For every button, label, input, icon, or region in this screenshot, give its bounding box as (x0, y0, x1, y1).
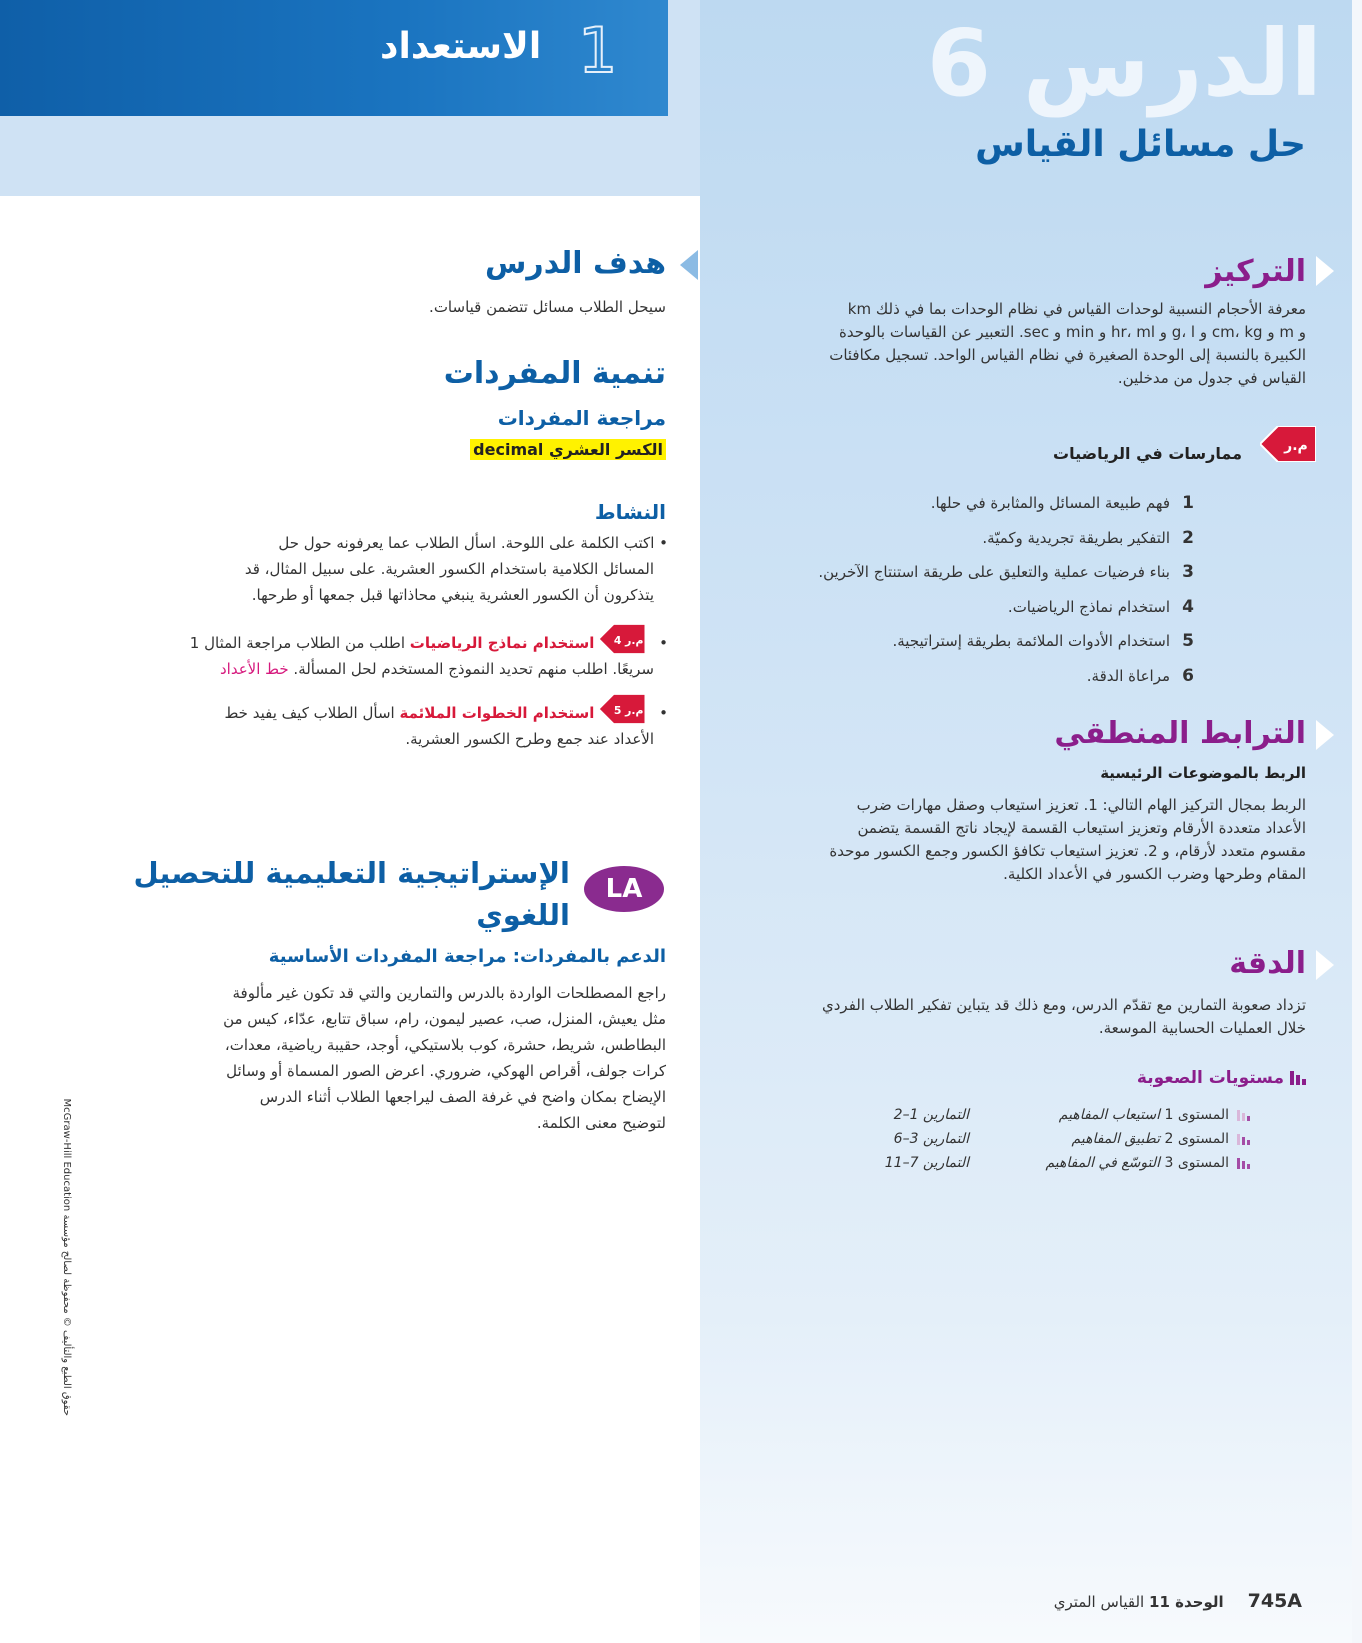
coherence-arrow-icon (1316, 720, 1334, 750)
level-bars-icon (1237, 1110, 1250, 1121)
objective-heading: هدف الدرس (485, 246, 666, 281)
language-text: راجع المصطلحات الواردة بالدرس والتمارين والتي قد تكون غير مألوفة مثل يعيش، المنزل، صب، عصير ليمون، رام، سباق تتابع، عدّاء، كيس من البطاطس، شريط، حشرة، كوب بلاستيكي، أوجد، حقيبة رياضية، معدات، كرات جولف، أقراص الهوكي، ضروري. اعرض الصور المسماة أو وسائل الإيضاح بمكان واضح في غرفة الصف ليراجعها الطلاب أثناء الدرس لتوضيح معنى الكلمة. (223, 984, 666, 1132)
lesson-subtitle: حل مسائل القياس (975, 124, 1306, 165)
practices-list (714, 486, 1194, 693)
vocab-subheading: مراجعة المفردات (497, 406, 666, 430)
number-line-link[interactable]: خط الأعداد (219, 660, 289, 678)
svg-text:م.ر 5: م.ر 5 (613, 704, 644, 717)
rigor-heading: الدقة (1229, 946, 1306, 981)
difficulty-level-row: المستوى 3 التوسّع في المفاهيم التمارين 7–11 (830, 1152, 1250, 1174)
practices-heading: ممارسات في الرياضيات (1052, 444, 1242, 463)
activity-heading: النشاط (594, 500, 666, 524)
section-label: الاستعداد (380, 26, 542, 67)
copyright-credit: حقوق الطبع والتأليف © محفوظة لصالح مؤسسة McGraw-Hill Education (61, 1098, 72, 1416)
svg-text:م.ر 4: م.ر 4 (613, 634, 644, 647)
difficulty-level-row: المستوى 2 تطبيق المفاهيم التمارين 3–6 (830, 1128, 1250, 1150)
coherence-subheading: الربط بالموضوعات الرئيسية (1100, 764, 1306, 782)
lesson-title: الدرس 6 (926, 10, 1322, 117)
rigor-text: تزداد صعوبة التمارين مع تقدّم الدرس، ومع ذلك قد يتباين تفكير الطلاب الفردي خلال العمليات الحسابية الموسعة. (822, 996, 1306, 1037)
section-banner (0, 0, 668, 116)
page-edge (1352, 0, 1362, 1643)
language-heading: الإستراتيجية التعليمية للتحصيل اللغوي (133, 856, 570, 932)
activity-bullet: • اكتب الكلمة على اللوحة. اسأل الطلاب عما يعرفونه حول حل المسائل الكلامية باستخدام الكسور العشرية. على سبيل المثال، قد يتذكرون أن الكسور العشرية ينبغي محاذاتها قبل جمعها أو طرحها. (244, 534, 668, 604)
unit-label: الوحدة 11 (1149, 1593, 1224, 1611)
list-item: 2 التفكير بطريقة تجريدية وكميّة. (982, 527, 1194, 548)
focus-text: معرفة الأحجام النسبية لوحدات القياس في نظام الوحدات بما في ذلك km و m و cm، kg و g، l و hr، ml و min و sec. التعبير عن القياسات بالوحدة الكبيرة بالنسبة إلى الوحدة الصغيرة في نظام القياس الواحد. تسجيل مكافئات القياس في جدول من مدخلين. (829, 300, 1306, 387)
focus-arrow-icon (1316, 256, 1334, 286)
activity-bullet: • استخدام نماذج الرياضيات اطلب من الطلاب مراجعة المثال 1 سريعًا. اطلب منهم تحديد النموذج المستخدم لحل المسألة. خط الأعداد (189, 634, 668, 678)
math-practice-badge-icon (1260, 426, 1316, 462)
math-practice-badge-label: م.ر (1284, 438, 1308, 454)
difficulty-bars-icon (1290, 1071, 1306, 1085)
coherence-text: الربط بمجال التركيز الهام التالي: 1. تعزيز استيعاب وصقل مهارات ضرب الأعداد متعددة الأرقام وتعزيز استيعاب القسمة لإيجاد ناتج القسمة يتضمن مقسوم متعدد لأرقام، و 2. تعزيز استيعاب تكافؤ الكسور وجمع الكسور موحدة المقام وطرحها وضرب الكسور في الأعداد الكلية. (829, 796, 1306, 883)
vocab-heading: تنمية المفردات (443, 356, 666, 391)
level-bars-icon (1237, 1134, 1250, 1145)
language-subheading: الدعم بالمفردات: مراجعة المفردات الأساسية (268, 946, 666, 967)
list-item: 3 بناء فرضيات عملية والتعليق على طريقة استنتاج الآخرين. (818, 562, 1194, 583)
section-number: 1 (578, 14, 618, 87)
list-item: 6 مراعاة الدقة. (1086, 665, 1194, 686)
list-item: 1 فهم طبيعة المسائل والمثابرة في حلها. (930, 493, 1194, 514)
level-bars-icon (1237, 1158, 1250, 1169)
difficulty-heading: مستويات الصعوبة (1137, 1068, 1306, 1088)
list-item: 5 استخدام الأدوات الملائمة بطريقة إستراتيجية. (892, 631, 1194, 652)
difficulty-level-row: المستوى 1 استيعاب المفاهيم التمارين 1–2 (830, 1104, 1250, 1126)
objective-arrow-icon (680, 250, 698, 280)
la-badge: LA (584, 866, 664, 912)
focus-heading: التركيز (1205, 254, 1306, 289)
objective-text: سيحل الطلاب مسائل تتضمن قياسات. (429, 298, 666, 316)
page-number: 745A (1247, 1590, 1302, 1612)
vocab-term: الكسر العشري decimal (470, 440, 666, 459)
page-footer (1054, 1590, 1302, 1612)
rigor-arrow-icon (1316, 950, 1334, 980)
unit-title: القياس المتري (1053, 1593, 1145, 1611)
coherence-heading: الترابط المنطقي (1054, 716, 1306, 751)
list-item: 4 استخدام نماذج الرياضيات. (1007, 596, 1194, 617)
activity-bullet: • استخدام الخطوات الملائمة اسأل الطلاب كيف يفيد خط الأعداد عند جمع وطرح الكسور العشرية. (224, 704, 668, 748)
